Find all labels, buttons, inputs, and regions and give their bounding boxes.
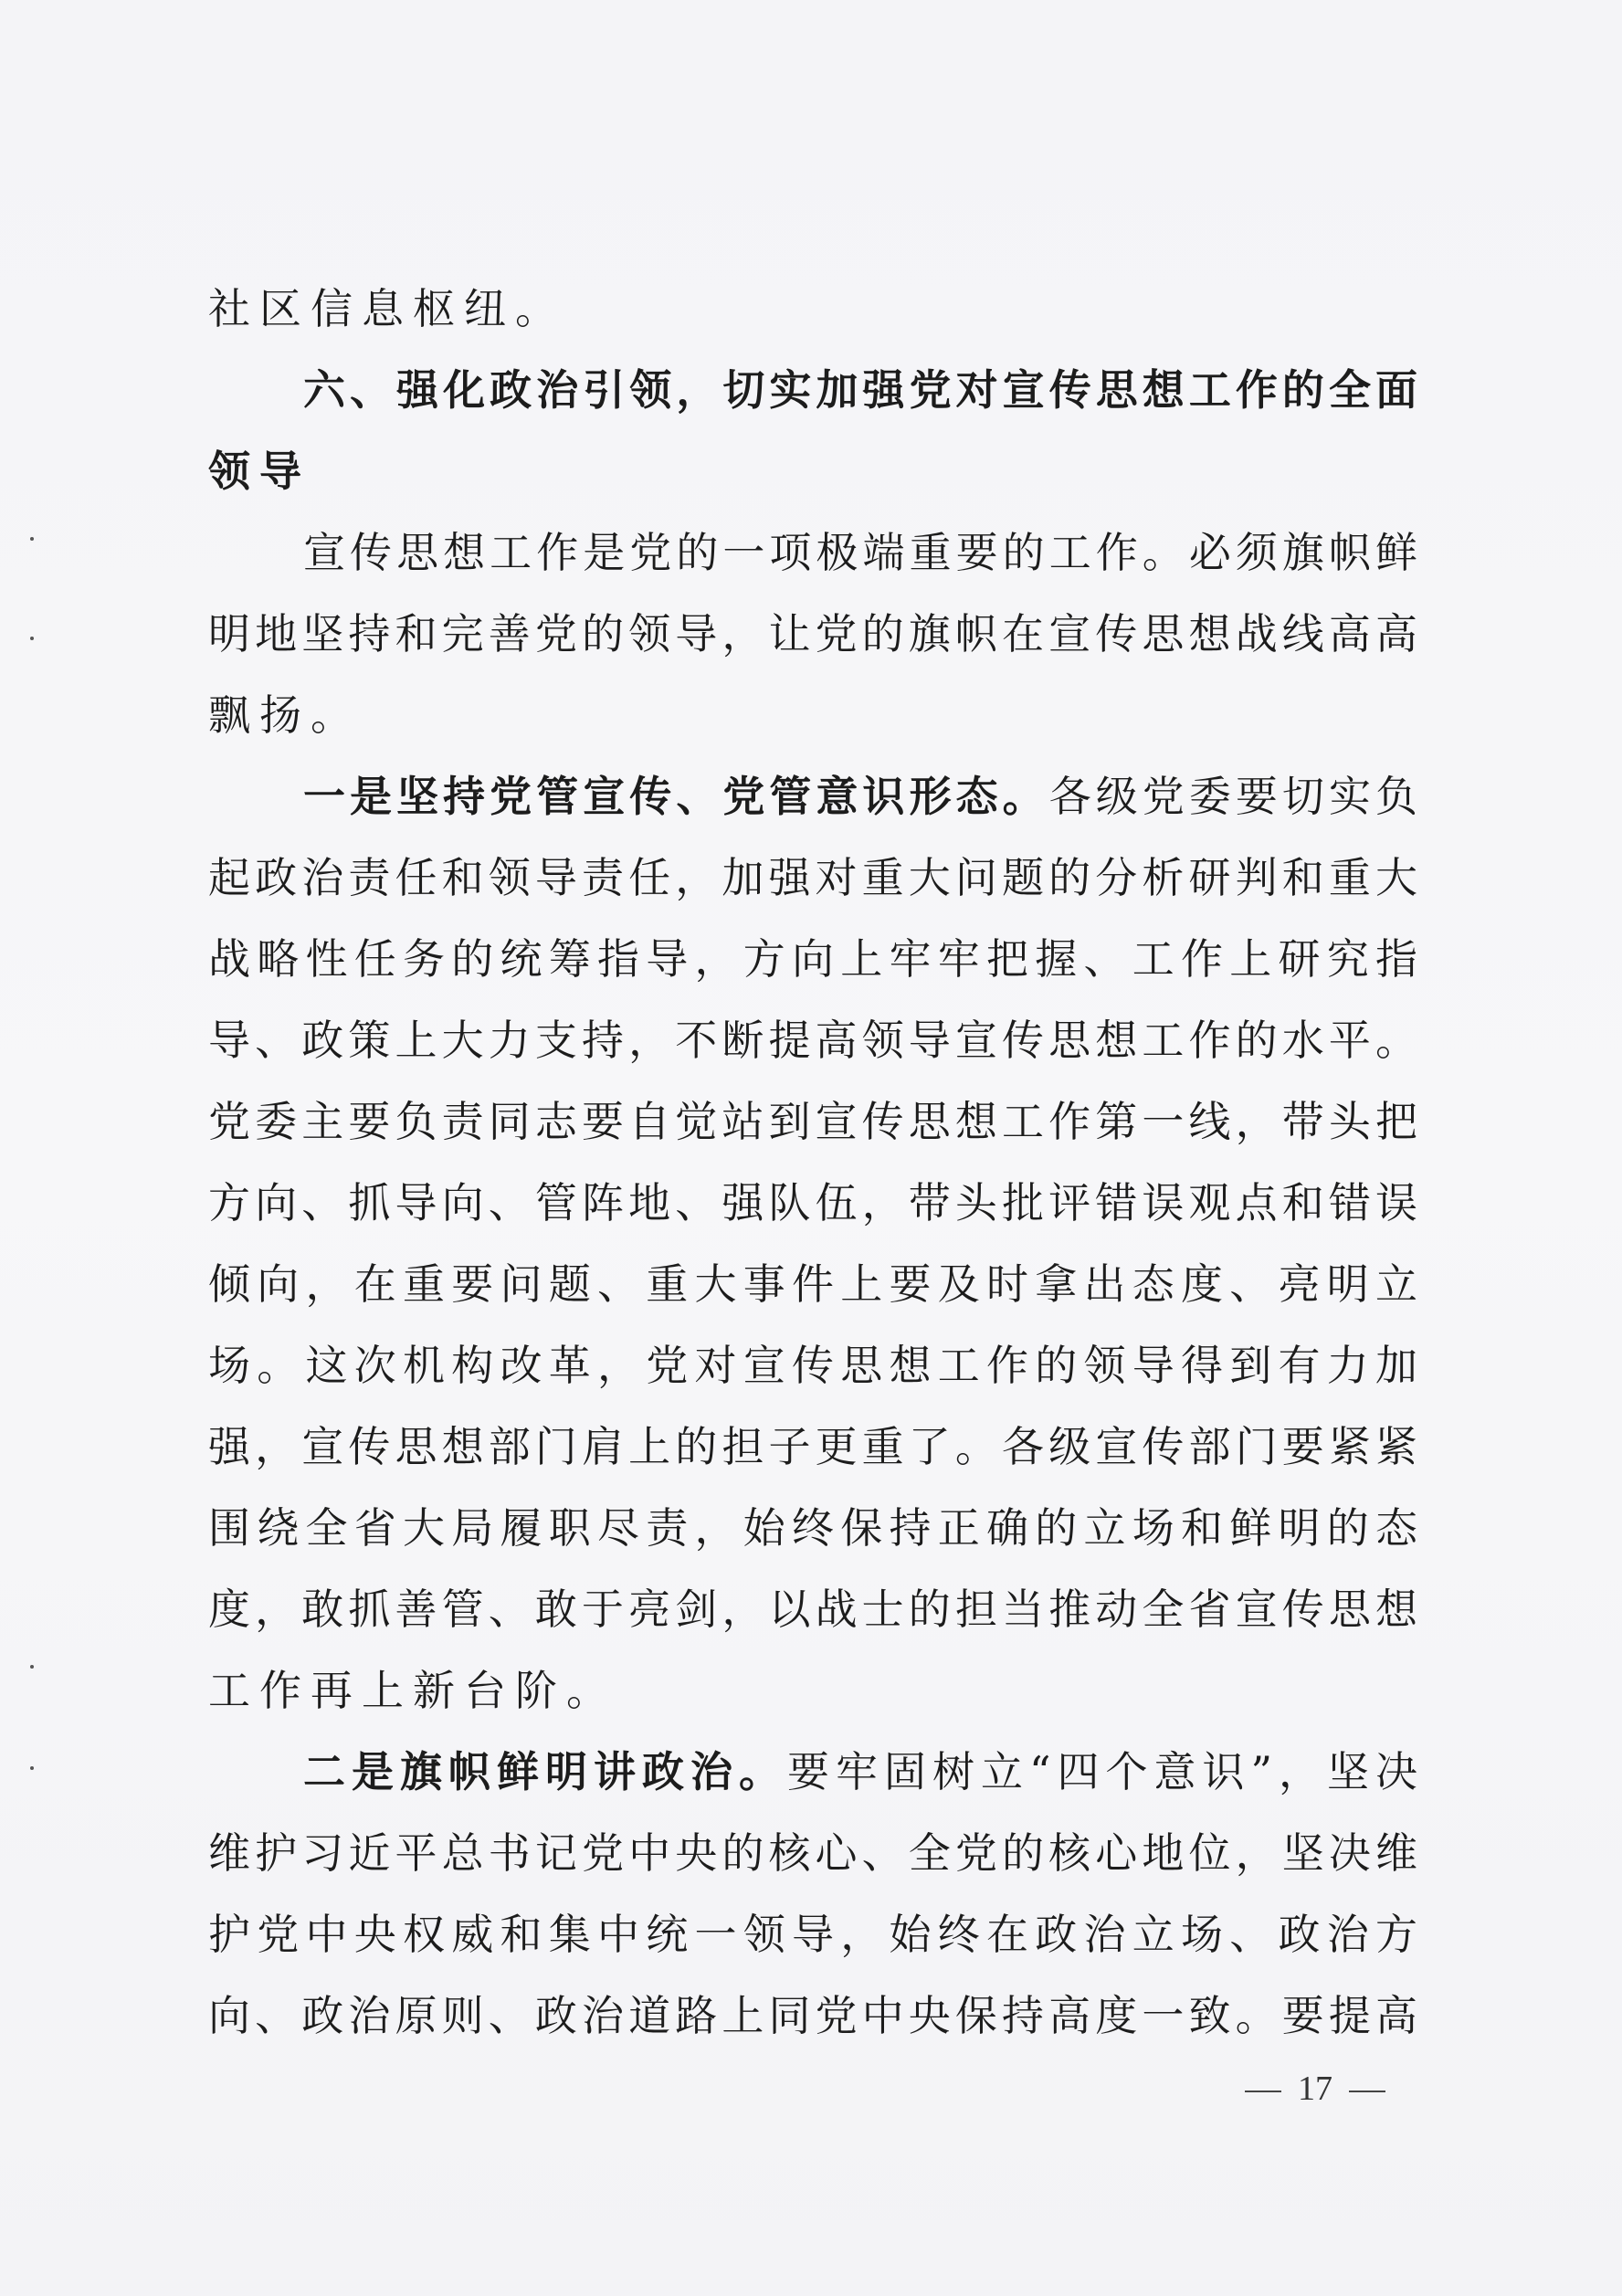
body-text-line: 飘扬。 [208,690,362,740]
body-text-line: 围绕全省大局履职尽责，始终保持正确的立场和鲜明的态 [208,1503,1419,1553]
body-text-line: 起政治责任和领导责任，加强对重大问题的分析研判和重大 [208,853,1419,902]
body-text-line: 宣传思想工作是党的一项极端重要的工作。必须旗帜鲜 [303,528,1419,577]
binding-mark [30,1766,34,1770]
binding-mark [30,1665,34,1669]
body-text-line: 度，敢抓善管、敢于亮剑，以战士的担当推动全省宣传思想 [208,1585,1419,1634]
body-text-line: 倾向，在重要问题、重大事件上要及时拿出态度、亮明立 [208,1259,1419,1309]
section-heading-continued: 领导 [208,447,311,496]
body-text-line: 强，宣传思想部门肩上的担子更重了。各级宣传部门要紧紧 [208,1422,1419,1471]
body-text-line: 社区信息枢纽。 [208,284,566,333]
page-number [1206,2066,1425,2112]
body-text-line: 护党中央权威和集中统一领导，始终在政治立场、政治方 [208,1910,1419,1959]
body-text-line: 维护习近平总书记党中央的核心、全党的核心地位，坚决维 [208,1828,1419,1878]
body-text-line: 战略性任务的统筹指导，方向上牢牢把握、工作上研究指 [208,934,1419,984]
paragraph-lead: 二是旗帜鲜明讲政治。 [303,1747,787,1796]
paragraph-text: 要牢固树立“四个意识”，坚决 [786,1747,1419,1796]
page-number-value: 17 [1298,2070,1332,2108]
paragraph-lead: 一是坚持党管宣传、党管意识形态。 [303,772,1049,821]
body-text-line: 党委主要负责同志要自觉站到宣传思想工作第一线，带头把 [208,1097,1419,1146]
section-heading: 六、强化政治引领，切实加强党对宣传思想工作的全面 [303,365,1419,415]
binding-mark [30,637,34,640]
body-text-line: 工作再上新台阶。 [208,1666,617,1715]
body-text-line: 导、政策上大力支持，不断提高领导宣传思想工作的水平。 [208,1016,1419,1065]
paragraph-text: 各级党委要切实负 [1048,772,1420,821]
body-text-line: 方向、抓导向、管阵地、强队伍，带头批评错误观点和错误 [208,1178,1419,1227]
page-number-dash-left [1245,2091,1281,2092]
body-text-line: 场。这次机构改革，党对宣传思想工作的领导得到有力加 [208,1341,1419,1390]
paragraph-first-line [303,764,1419,829]
body-text-line: 明地坚持和完善党的领导，让党的旗帜在宣传思想战线高高 [208,609,1419,658]
body-text-line: 向、政治原则、政治道路上同党中央保持高度一致。要提高 [208,1991,1419,2040]
page-number-dash-right [1349,2091,1385,2092]
binding-mark [30,537,34,541]
paragraph-first-line [303,1739,1419,1805]
